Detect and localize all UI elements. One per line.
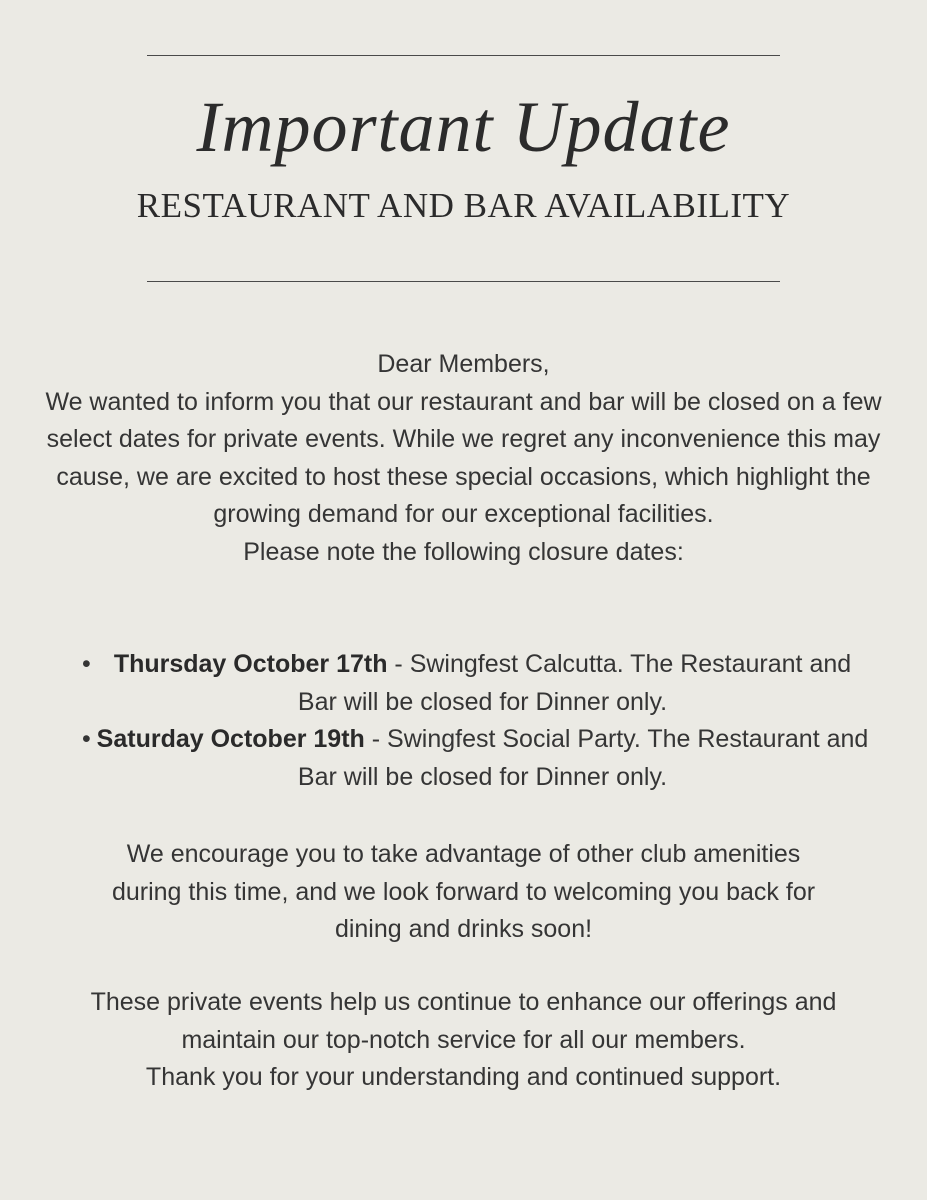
greeting: Dear Members, <box>377 350 550 378</box>
bullet-icon: • <box>82 725 91 753</box>
list-item <box>70 646 870 721</box>
closure-separator: - <box>364 725 388 753</box>
thanks-line: Thank you for your understanding and continued support. <box>145 1063 782 1091</box>
closure-date: Saturday October 19th <box>96 725 365 753</box>
closure-date: Thursday October 17th <box>113 650 388 678</box>
bullet-icon: • <box>82 650 91 678</box>
bottom-divider <box>147 281 780 282</box>
intro-section <box>40 346 887 571</box>
closing-section <box>60 984 867 1097</box>
top-divider <box>147 55 780 56</box>
encourage-paragraph: We encourage you to take advantage of other club amenities during this time, and we look forward to welcoming you back for dining and drinks soon! <box>111 840 816 943</box>
closure-detail: Swingfest Calcutta. The Restaurant and Bar will be closed for Dinner only. <box>297 650 852 716</box>
list-item <box>70 721 870 796</box>
closing-paragraph: These private events help us continue to enhance our offerings and maintain our top-notch service for all our members. <box>90 988 837 1054</box>
encourage-section <box>100 836 827 949</box>
closure-separator: - <box>387 650 410 678</box>
page-subtitle: RESTAURANT AND BAR AVAILABILITY <box>136 186 791 225</box>
page-title: Important Update <box>196 87 731 167</box>
intro-paragraph: We wanted to inform you that our restaurant and bar will be closed on a few select dates for private events. While we regret any inconvenience this may cause, we are excited to host these special occasions, which highlight the growing demand for our exceptional facilities. <box>45 387 882 528</box>
closure-detail: Swingfest Social Party. The Restaurant and Bar will be closed for Dinner only. <box>297 725 869 791</box>
closure-dates-list <box>70 646 870 796</box>
closure-lead-in: Please note the following closure dates: <box>243 537 684 566</box>
